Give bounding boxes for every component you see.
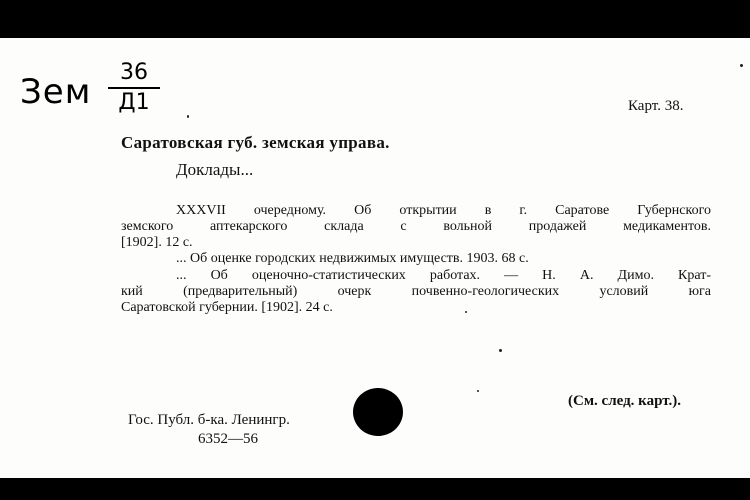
library-name: Гос. Публ. б-ка. Ленингр. <box>128 412 290 428</box>
speck <box>740 64 743 67</box>
entry-2 <box>176 251 696 267</box>
entry-3-line-3: Саратовской губернии. [1902]. 24 с. <box>121 300 333 315</box>
scan-border <box>0 478 750 500</box>
entry-1-line-2: земского аптекарского склада с вольной продажей медикаментов. <box>121 219 711 234</box>
speck <box>465 311 467 313</box>
entry-1 <box>121 203 711 251</box>
entry-1-line-3: [1902]. 12 с. <box>121 235 193 250</box>
entry-3-line-1: ... Об оценочно-статистических работах. — Н. А. Димо. Крат- <box>176 268 711 283</box>
entry-2-line-1: ... Об оценке городских недвижимых имуществ. 1903. 68 с. <box>176 251 529 266</box>
shelfmark-prefix: Зем <box>20 72 92 112</box>
shelfmark-denominator: Д1 <box>118 90 150 115</box>
fraction-line <box>108 87 160 89</box>
shelfmark-fraction <box>108 60 160 115</box>
organization-heading: Саратовская губ. земская управа. <box>121 133 390 152</box>
see-next-card: (См. след. карт.). <box>568 393 681 409</box>
entry-1-line-1: XXXVII очередному. Об открытии в г. Саратове Губернского <box>176 203 711 218</box>
shelfmark-numerator: 36 <box>120 60 148 85</box>
speck <box>477 390 479 392</box>
card-number: Карт. 38. <box>628 98 684 114</box>
catalog-card <box>0 38 750 478</box>
speck <box>499 349 502 352</box>
entry-3-line-2: кий (предварительный) очерк почвенно-геологических условий юга <box>121 284 711 299</box>
punch-hole <box>353 388 403 436</box>
document-title: Доклады... <box>176 160 254 179</box>
library-stamp <box>128 411 290 449</box>
speck <box>187 115 189 118</box>
entry-3 <box>121 268 711 316</box>
library-code: 6352—56 <box>198 431 258 447</box>
